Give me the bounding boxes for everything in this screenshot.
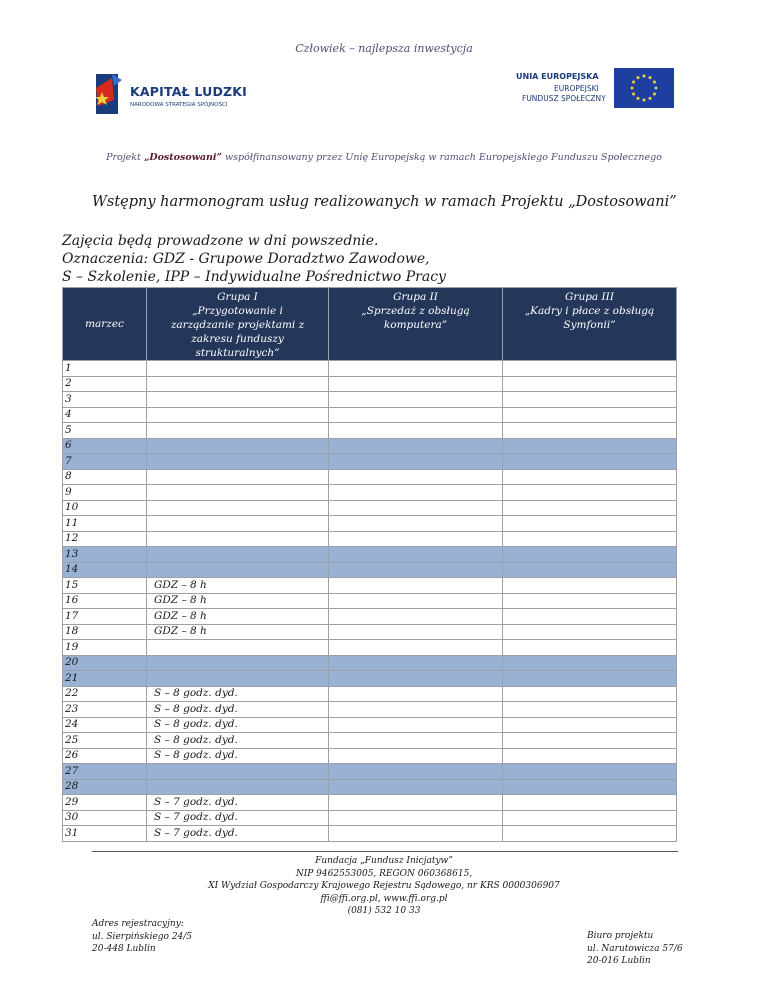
footer-ids: NIP 9462553005, REGON 060368615, — [295, 868, 473, 879]
eu-star-icon — [653, 81, 656, 84]
group-1-cell — [147, 392, 329, 408]
group-2-title: Grupa II — [393, 291, 438, 303]
group-1-cell: GDZ – 8 h — [147, 609, 329, 625]
group-2-cell — [329, 733, 503, 749]
tagline: Człowiek – najlepsza inwestycja — [295, 42, 473, 55]
group-2-cell — [329, 516, 503, 532]
eu-efs-logo — [512, 64, 682, 114]
day-cell: 29 — [63, 795, 147, 811]
group-3-cell — [503, 702, 677, 718]
schedule-row — [63, 516, 677, 532]
schedule-row — [63, 454, 677, 470]
group-2-cell — [329, 454, 503, 470]
group-1-cell — [147, 640, 329, 656]
day-cell: 1 — [63, 361, 147, 377]
group-1-cell: S – 7 godz. dyd. — [147, 810, 329, 826]
group-3-cell — [503, 531, 677, 547]
eu-star-icon — [632, 93, 635, 96]
group-2-cell — [329, 562, 503, 578]
schedule-row — [63, 407, 677, 423]
eu-logo-line2: EUROPEJSKI — [554, 84, 599, 93]
group-2-cell — [329, 810, 503, 826]
group-1-cell — [147, 438, 329, 454]
group-3-cell — [503, 810, 677, 826]
day-cell: 6 — [63, 438, 147, 454]
group-3-subtitle: „Kadry i płace z obsługą Symfonii” — [524, 305, 655, 331]
group-3-cell — [503, 392, 677, 408]
group-3-cell — [503, 640, 677, 656]
day-cell: 21 — [63, 671, 147, 687]
group-1-cell — [147, 423, 329, 439]
group-3-cell — [503, 733, 677, 749]
project-name: „Dostosowani” — [143, 152, 223, 163]
schedule-row — [63, 547, 677, 563]
registered-address-street: ul. Sierpińskiego 24/5 — [92, 931, 193, 942]
page-title: Wstępny harmonogram usług realizowanych w ramach Projektu „Dostosowani” — [92, 194, 677, 210]
day-cell: 10 — [63, 500, 147, 516]
schedule-row — [63, 376, 677, 392]
group-1-cell: S – 8 godz. dyd. — [147, 733, 329, 749]
schedule-row — [63, 562, 677, 578]
group-3-cell — [503, 438, 677, 454]
group-3-cell — [503, 516, 677, 532]
group-3-cell — [503, 624, 677, 640]
group-3-cell — [503, 764, 677, 780]
day-cell: 26 — [63, 748, 147, 764]
group-1-cell: S – 8 godz. dyd. — [147, 748, 329, 764]
day-cell: 30 — [63, 810, 147, 826]
office-address — [587, 930, 683, 968]
day-cell: 5 — [63, 423, 147, 439]
eu-logo-line1: UNIA EUROPEJSKA — [516, 72, 599, 81]
intro-paragraph — [62, 232, 446, 286]
day-cell: 7 — [63, 454, 147, 470]
footer-phone: (081) 532 10 33 — [347, 906, 421, 916]
group-2-cell — [329, 686, 503, 702]
group-3-cell — [503, 671, 677, 687]
day-cell: 18 — [63, 624, 147, 640]
schedule-row — [63, 702, 677, 718]
group-2-cell — [329, 485, 503, 501]
group-3-cell — [503, 717, 677, 733]
group-1-cell — [147, 764, 329, 780]
eu-star-icon — [649, 97, 652, 100]
group-2-cell — [329, 392, 503, 408]
schedule-row — [63, 764, 677, 780]
schedule-row — [63, 810, 677, 826]
day-cell: 13 — [63, 547, 147, 563]
group-2-cell — [329, 624, 503, 640]
intro-line-1: Zajęcia będą prowadzone w dni powszednie. — [62, 233, 379, 249]
schedule-row — [63, 500, 677, 516]
schedule-row — [63, 640, 677, 656]
day-cell: 19 — [63, 640, 147, 656]
group-2-cell — [329, 609, 503, 625]
footer-organization — [0, 855, 768, 918]
group-1-cell — [147, 671, 329, 687]
group-2-cell — [329, 640, 503, 656]
group-2-cell — [329, 748, 503, 764]
group-1-subtitle: „Przygotowanie i zarządzanie projektami z zakresu funduszy strukturalnych” — [170, 305, 305, 359]
group-2-cell — [329, 407, 503, 423]
group-2-cell — [329, 702, 503, 718]
group-2-cell — [329, 593, 503, 609]
group-3-cell — [503, 748, 677, 764]
group-1-cell: GDZ – 8 h — [147, 624, 329, 640]
office-address-street: ul. Narutowicza 57/6 — [587, 943, 683, 954]
footer-registry: XI Wydział Gospodarczy Krajowego Rejestru Sądowego, nr KRS 0000306907 — [208, 881, 560, 891]
group-2-cell — [329, 655, 503, 671]
footer-contact: ffi@ffi.org.pl, www.ffi.org.pl — [320, 893, 448, 904]
day-cell: 17 — [63, 609, 147, 625]
group-2-cell — [329, 795, 503, 811]
schedule-row — [63, 748, 677, 764]
schedule-row — [63, 717, 677, 733]
month-header: marzec — [63, 288, 147, 361]
group-1-cell — [147, 454, 329, 470]
eu-star-icon — [649, 76, 652, 79]
day-cell: 28 — [63, 779, 147, 795]
eu-star-icon — [631, 87, 634, 90]
schedule-row — [63, 593, 677, 609]
group-3-cell — [503, 779, 677, 795]
registered-address — [92, 918, 192, 956]
eu-star-icon — [637, 97, 640, 100]
intro-line-3: S – Szkolenie, IPP – Indywidualne Pośrednictwo Pracy — [62, 269, 446, 285]
day-cell: 12 — [63, 531, 147, 547]
project-funding-text: współfinansowany przez Unię Europejską w ramach Europejskiego Funduszu Społecznego — [225, 152, 662, 163]
schedule-row — [63, 795, 677, 811]
day-cell: 9 — [63, 485, 147, 501]
group-3-cell — [503, 547, 677, 563]
schedule-row — [63, 609, 677, 625]
day-cell: 4 — [63, 407, 147, 423]
group-3-cell — [503, 655, 677, 671]
group-3-cell — [503, 578, 677, 594]
group-3-header — [503, 288, 677, 361]
group-1-cell: S – 8 godz. dyd. — [147, 702, 329, 718]
day-cell: 27 — [63, 764, 147, 780]
intro-line-2: Oznaczenia: GDZ - Grupowe Doradztwo Zawodowe, — [62, 251, 430, 267]
group-1-cell: GDZ – 8 h — [147, 578, 329, 594]
group-1-cell — [147, 469, 329, 485]
group-1-cell: S – 8 godz. dyd. — [147, 717, 329, 733]
eu-star-icon — [637, 76, 640, 79]
office-address-label: Biuro projektu — [587, 931, 654, 941]
group-2-cell — [329, 469, 503, 485]
group-3-cell — [503, 376, 677, 392]
group-1-title: Grupa I — [217, 291, 258, 303]
group-1-cell: S – 8 godz. dyd. — [147, 686, 329, 702]
group-1-cell — [147, 516, 329, 532]
schedule-row — [63, 826, 677, 842]
group-1-cell — [147, 361, 329, 377]
schedule-row — [63, 423, 677, 439]
group-3-cell — [503, 361, 677, 377]
group-1-cell — [147, 407, 329, 423]
eu-star-icon — [655, 87, 658, 90]
schedule-row — [63, 438, 677, 454]
group-2-subtitle: „Sprzedaż z obsługą komputera” — [361, 305, 470, 331]
group-1-cell — [147, 779, 329, 795]
kapital-ludzki-logo — [92, 70, 252, 118]
schedule-row — [63, 361, 677, 377]
schedule-table — [62, 287, 677, 842]
group-2-cell — [329, 671, 503, 687]
eu-flag-icon — [614, 68, 674, 108]
group-2-cell — [329, 376, 503, 392]
group-3-title: Grupa III — [565, 291, 614, 303]
schedule-row — [63, 578, 677, 594]
group-1-cell: S – 7 godz. dyd. — [147, 795, 329, 811]
schedule-row — [63, 733, 677, 749]
group-2-cell — [329, 531, 503, 547]
day-cell: 2 — [63, 376, 147, 392]
group-1-cell — [147, 500, 329, 516]
group-2-header — [329, 288, 503, 361]
day-cell: 14 — [63, 562, 147, 578]
project-funding-line — [0, 152, 768, 163]
kapital-ludzki-subtitle: NARODOWA STRATEGIA SPÓJNOŚCI — [130, 102, 228, 108]
kapital-ludzki-name: KAPITAŁ LUDZKI — [130, 84, 248, 99]
schedule-row — [63, 655, 677, 671]
group-1-cell — [147, 562, 329, 578]
group-2-cell — [329, 826, 503, 842]
day-cell: 22 — [63, 686, 147, 702]
schedule-row — [63, 485, 677, 501]
group-2-cell — [329, 500, 503, 516]
project-prefix: Projekt — [106, 152, 141, 163]
footer-divider — [92, 851, 678, 852]
day-cell: 25 — [63, 733, 147, 749]
footer-org-name: Fundacja „Fundusz Inicjatyw” — [315, 856, 453, 866]
group-1-cell — [147, 547, 329, 563]
group-3-cell — [503, 562, 677, 578]
schedule-row — [63, 686, 677, 702]
group-2-cell — [329, 547, 503, 563]
day-cell: 16 — [63, 593, 147, 609]
eu-star-icon — [632, 81, 635, 84]
schedule-row — [63, 392, 677, 408]
group-3-cell — [503, 826, 677, 842]
eu-star-icon — [653, 93, 656, 96]
office-address-city: 20-016 Lublin — [587, 956, 651, 966]
schedule-row — [63, 531, 677, 547]
group-2-cell — [329, 423, 503, 439]
group-2-cell — [329, 361, 503, 377]
group-3-cell — [503, 593, 677, 609]
group-1-header — [147, 288, 329, 361]
group-2-cell — [329, 779, 503, 795]
schedule-row — [63, 624, 677, 640]
registered-address-label: Adres rejestracyjny: — [92, 919, 184, 929]
group-1-cell: S – 7 godz. dyd. — [147, 826, 329, 842]
day-cell: 20 — [63, 655, 147, 671]
day-cell: 8 — [63, 469, 147, 485]
group-2-cell — [329, 438, 503, 454]
schedule-header-row — [63, 288, 677, 361]
day-cell: 31 — [63, 826, 147, 842]
group-1-cell — [147, 531, 329, 547]
group-2-cell — [329, 578, 503, 594]
group-3-cell — [503, 423, 677, 439]
eu-logo-line3: FUNDUSZ SPOŁECZNY — [522, 94, 606, 103]
eu-star-icon — [643, 75, 646, 78]
day-cell: 11 — [63, 516, 147, 532]
group-1-cell — [147, 655, 329, 671]
group-3-cell — [503, 795, 677, 811]
schedule-row — [63, 779, 677, 795]
day-cell: 3 — [63, 392, 147, 408]
kapital-ludzki-emblem-icon — [92, 70, 126, 118]
day-cell: 23 — [63, 702, 147, 718]
group-3-cell — [503, 407, 677, 423]
schedule-row — [63, 671, 677, 687]
group-2-cell — [329, 717, 503, 733]
group-2-cell — [329, 764, 503, 780]
day-cell: 24 — [63, 717, 147, 733]
schedule-row — [63, 469, 677, 485]
group-3-cell — [503, 485, 677, 501]
group-3-cell — [503, 686, 677, 702]
group-3-cell — [503, 609, 677, 625]
eu-star-icon — [643, 99, 646, 102]
group-3-cell — [503, 500, 677, 516]
day-cell: 15 — [63, 578, 147, 594]
group-1-cell — [147, 376, 329, 392]
group-3-cell — [503, 454, 677, 470]
registered-address-city: 20-448 Lublin — [92, 944, 156, 954]
group-1-cell — [147, 485, 329, 501]
group-3-cell — [503, 469, 677, 485]
group-1-cell: GDZ – 8 h — [147, 593, 329, 609]
